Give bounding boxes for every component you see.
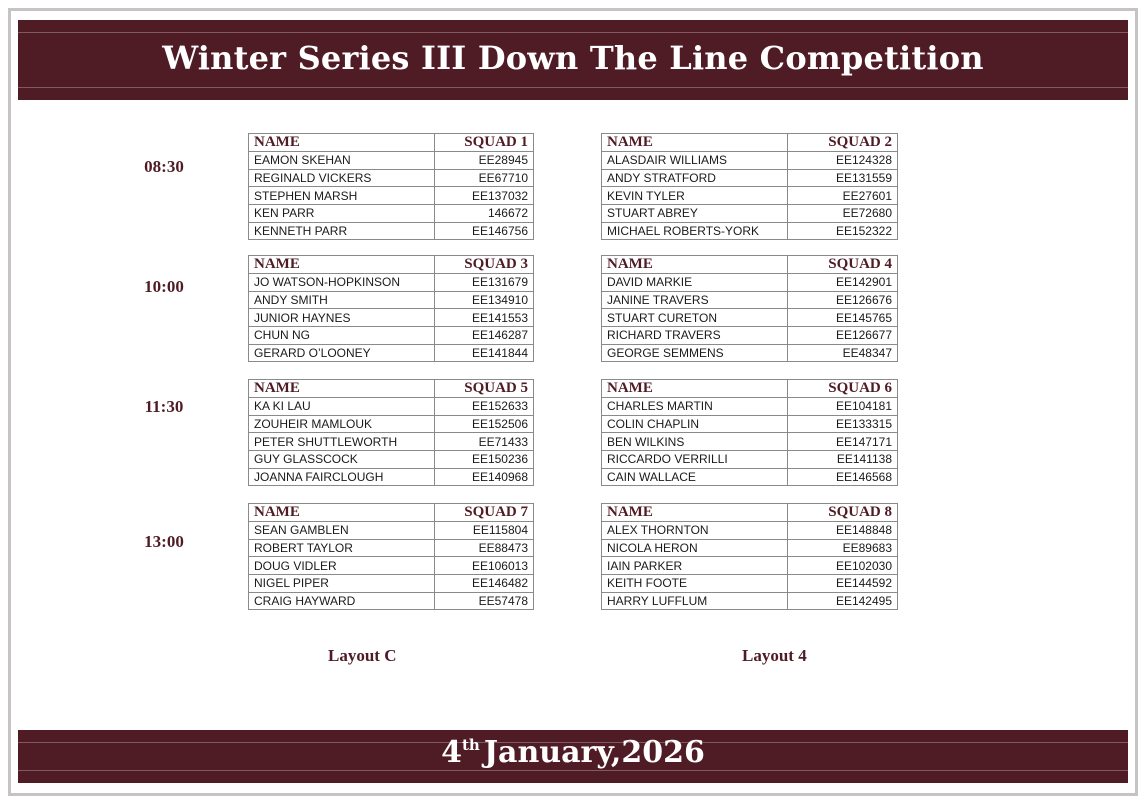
squad-header-row [249, 504, 534, 522]
member-id: EE144592 [788, 575, 898, 593]
squad-table-3 [248, 255, 534, 362]
table-row [602, 222, 898, 240]
member-name: DOUG VIDLER [249, 557, 435, 575]
member-id: EE67710 [435, 169, 534, 187]
table-row [602, 539, 898, 557]
member-id: EE88473 [435, 539, 534, 557]
member-id: EE106013 [435, 557, 534, 575]
squad-header-row [602, 504, 898, 522]
member-id: EE145765 [788, 309, 898, 327]
member-name: CHARLES MARTIN [602, 398, 788, 416]
member-id: EE141138 [788, 451, 898, 469]
time-slot-1: 08:30 [144, 157, 184, 176]
table-row [249, 222, 534, 240]
layout-label-left: Layout C [328, 646, 397, 665]
member-id: EE134910 [435, 291, 534, 309]
name-header: NAME [602, 380, 788, 398]
table-row [602, 152, 898, 170]
date-day: 4 [441, 735, 462, 770]
table-row [602, 327, 898, 345]
member-name: GERARD O’LOONEY [249, 344, 435, 362]
member-id: EE27601 [788, 187, 898, 205]
member-name: KEN PARR [249, 205, 435, 223]
member-id: EE140968 [435, 468, 534, 486]
member-id: EE126676 [788, 291, 898, 309]
member-name: NIGEL PIPER [249, 575, 435, 593]
member-id: EE146287 [435, 327, 534, 345]
table-row [249, 468, 534, 486]
member-name: REGINALD VICKERS [249, 169, 435, 187]
name-header: NAME [249, 504, 435, 522]
member-id: EE89683 [788, 539, 898, 557]
member-id: EE104181 [788, 398, 898, 416]
member-id: EE28945 [435, 152, 534, 170]
member-id: EE141553 [435, 309, 534, 327]
member-name: KA KI LAU [249, 398, 435, 416]
table-row [249, 398, 534, 416]
table-row [249, 327, 534, 345]
name-header: NAME [249, 380, 435, 398]
table-row [602, 187, 898, 205]
member-name: KEVIN TYLER [602, 187, 788, 205]
member-name: STEPHEN MARSH [249, 187, 435, 205]
member-name: JOANNA FAIRCLOUGH [249, 468, 435, 486]
squad-label: SQUAD 6 [788, 380, 898, 398]
member-name: NICOLA HERON [602, 539, 788, 557]
member-id: EE146756 [435, 222, 534, 240]
member-name: ALASDAIR WILLIAMS [602, 152, 788, 170]
table-row [249, 291, 534, 309]
event-date [441, 735, 705, 770]
table-row [602, 309, 898, 327]
name-header: NAME [602, 134, 788, 152]
member-id: EE115804 [435, 522, 534, 540]
table-row [602, 415, 898, 433]
member-id: EE152506 [435, 415, 534, 433]
table-row [602, 398, 898, 416]
member-id: EE137032 [435, 187, 534, 205]
member-id: EE152322 [788, 222, 898, 240]
table-row [602, 522, 898, 540]
member-name: KENNETH PARR [249, 222, 435, 240]
squad-header-row [249, 380, 534, 398]
squad-label: SQUAD 5 [435, 380, 534, 398]
name-header: NAME [249, 134, 435, 152]
name-header: NAME [249, 256, 435, 274]
member-id: EE48347 [788, 344, 898, 362]
table-row [602, 274, 898, 292]
member-name: GEORGE SEMMENS [602, 344, 788, 362]
time-slot-4: 13:00 [144, 532, 184, 551]
member-name: CRAIG HAYWARD [249, 592, 435, 610]
squad-label: SQUAD 1 [435, 134, 534, 152]
member-id: EE142495 [788, 592, 898, 610]
member-id: EE147171 [788, 433, 898, 451]
member-id: EE57478 [435, 592, 534, 610]
table-row [249, 187, 534, 205]
member-name: ANDY STRATFORD [602, 169, 788, 187]
member-id: EE131559 [788, 169, 898, 187]
table-row [602, 169, 898, 187]
date-suffix: th [462, 736, 480, 754]
name-header: NAME [602, 504, 788, 522]
table-row [602, 205, 898, 223]
member-name: CHUN NG [249, 327, 435, 345]
member-name: PETER SHUTTLEWORTH [249, 433, 435, 451]
time-slot-3: 11:30 [144, 397, 184, 416]
squad-table-8 [601, 503, 898, 610]
time-slot-2: 10:00 [144, 277, 184, 296]
member-name: JUNIOR HAYNES [249, 309, 435, 327]
member-name: MICHAEL ROBERTS-YORK [602, 222, 788, 240]
member-name: DAVID MARKIE [602, 274, 788, 292]
member-name: RICCARDO VERRILLI [602, 451, 788, 469]
member-name: JO WATSON-HOPKINSON [249, 274, 435, 292]
squad-label: SQUAD 3 [435, 256, 534, 274]
squad-table-1 [248, 133, 534, 240]
squad-table-4 [601, 255, 898, 362]
table-row [249, 557, 534, 575]
table-row [249, 415, 534, 433]
member-id: EE148848 [788, 522, 898, 540]
table-row [249, 522, 534, 540]
table-row [249, 575, 534, 593]
member-name: JANINE TRAVERS [602, 291, 788, 309]
squad-table-6 [601, 379, 898, 486]
member-name: IAIN PARKER [602, 557, 788, 575]
member-id: EE124328 [788, 152, 898, 170]
table-row [602, 468, 898, 486]
name-header: NAME [602, 256, 788, 274]
member-name: BEN WILKINS [602, 433, 788, 451]
squad-header-row [249, 134, 534, 152]
table-row [602, 575, 898, 593]
squad-label: SQUAD 7 [435, 504, 534, 522]
member-id: EE126677 [788, 327, 898, 345]
member-id: EE146482 [435, 575, 534, 593]
member-id: EE71433 [435, 433, 534, 451]
layout-label-right: Layout 4 [742, 646, 807, 665]
page-title: Winter Series III Down The Line Competition [162, 39, 984, 77]
table-row [249, 152, 534, 170]
table-row [602, 291, 898, 309]
title-banner [18, 20, 1128, 100]
table-row [249, 309, 534, 327]
member-name: STUART CURETON [602, 309, 788, 327]
member-id: EE131679 [435, 274, 534, 292]
member-id: EE72680 [788, 205, 898, 223]
squad-header-row [249, 256, 534, 274]
member-name: SEAN GAMBLEN [249, 522, 435, 540]
table-row [249, 344, 534, 362]
member-id: 146672 [435, 205, 534, 223]
table-row [249, 274, 534, 292]
date-banner [18, 730, 1128, 783]
table-row [602, 451, 898, 469]
table-row [602, 557, 898, 575]
squad-table-5 [248, 379, 534, 486]
member-name: ANDY SMITH [249, 291, 435, 309]
member-name: GUY GLASSCOCK [249, 451, 435, 469]
squad-label: SQUAD 4 [788, 256, 898, 274]
squad-header-row [602, 134, 898, 152]
member-id: EE133315 [788, 415, 898, 433]
table-row [602, 592, 898, 610]
member-name: ROBERT TAYLOR [249, 539, 435, 557]
squad-label: SQUAD 8 [788, 504, 898, 522]
squad-label: SQUAD 2 [788, 134, 898, 152]
table-row [249, 592, 534, 610]
member-name: EAMON SKEHAN [249, 152, 435, 170]
squad-header-row [602, 380, 898, 398]
member-name: HARRY LUFFLUM [602, 592, 788, 610]
table-row [602, 433, 898, 451]
member-name: KEITH FOOTE [602, 575, 788, 593]
squad-table-2 [601, 133, 898, 240]
table-row [602, 344, 898, 362]
member-name: ALEX THORNTON [602, 522, 788, 540]
member-name: STUART ABREY [602, 205, 788, 223]
member-id: EE141844 [435, 344, 534, 362]
member-id: EE142901 [788, 274, 898, 292]
member-id: EE102030 [788, 557, 898, 575]
table-row [249, 205, 534, 223]
squad-table-7 [248, 503, 534, 610]
member-name: RICHARD TRAVERS [602, 327, 788, 345]
table-row [249, 539, 534, 557]
table-row [249, 451, 534, 469]
member-id: EE150236 [435, 451, 534, 469]
squad-header-row [602, 256, 898, 274]
table-row [249, 169, 534, 187]
date-rest: January,2026 [483, 735, 705, 770]
member-name: COLIN CHAPLIN [602, 415, 788, 433]
member-name: ZOUHEIR MAMLOUK [249, 415, 435, 433]
table-row [249, 433, 534, 451]
member-id: EE146568 [788, 468, 898, 486]
member-id: EE152633 [435, 398, 534, 416]
member-name: CAIN WALLACE [602, 468, 788, 486]
